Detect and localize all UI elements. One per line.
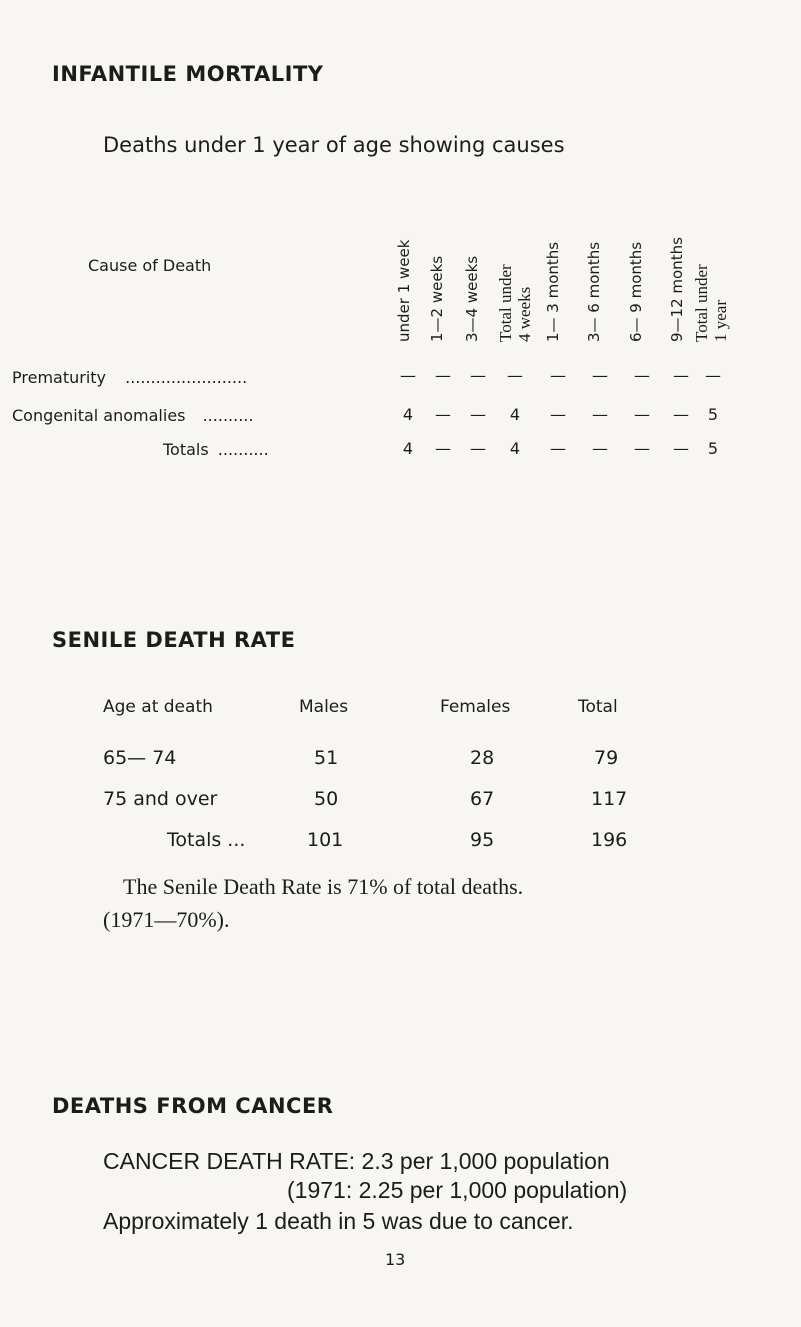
cell: —	[634, 405, 650, 424]
row-label: Totals	[163, 440, 209, 459]
cell: —	[435, 366, 451, 385]
cell: —	[673, 366, 689, 385]
header-males: Males	[299, 697, 349, 717]
cell: 5	[707, 405, 719, 424]
senile-row-total: 117	[591, 788, 628, 810]
row-label: Congenital anomalies	[12, 406, 186, 425]
col-1-3-months: 1— 3 months	[544, 241, 562, 342]
senile-title: SENILE DEATH RATE	[52, 628, 296, 652]
senile-row-total: 79	[594, 747, 619, 769]
page-number: 13	[385, 1250, 406, 1269]
col-3-6-months: 3— 6 months	[585, 241, 603, 342]
infantile-title: INFANTILE MORTALITY	[52, 62, 324, 86]
cell: —	[673, 439, 689, 458]
cell: —	[435, 439, 451, 458]
cell: —	[507, 366, 523, 385]
senile-row-total: 196	[591, 829, 628, 851]
cell: —	[592, 366, 608, 385]
cell: —	[470, 439, 486, 458]
cell: —	[550, 439, 566, 458]
senile-row-age: Totals ...	[167, 829, 246, 851]
infantile-subtitle: Deaths under 1 year of age showing causes	[103, 133, 565, 157]
header-total: Total	[578, 697, 618, 717]
cancer-proportion-line: Approximately 1 death in 5 was due to cancer.	[103, 1208, 574, 1234]
col-under-1-week: under 1 week	[395, 239, 413, 342]
cell: —	[592, 439, 608, 458]
cell: —	[634, 366, 650, 385]
row-leader: ..........	[202, 406, 254, 425]
col-9-12-months: 9—12 months	[668, 237, 686, 342]
senile-note-line2: (1971—70%).	[103, 907, 230, 932]
cell: —	[592, 405, 608, 424]
row-label: Prematurity	[12, 368, 107, 387]
cell: —	[470, 366, 486, 385]
cell: 4	[509, 405, 521, 424]
cause-of-death-header: Cause of Death	[88, 256, 212, 275]
col-total-under-4-weeks: Total under 4 weeks	[496, 264, 534, 342]
header-females: Females	[440, 697, 511, 717]
senile-row-females: 28	[470, 747, 495, 769]
senile-row-age: 65— 74	[103, 747, 177, 769]
senile-row-males: 50	[314, 788, 339, 810]
senile-row-females: 67	[470, 788, 495, 810]
cell: —	[634, 439, 650, 458]
cell: 4	[402, 439, 414, 458]
senile-row-females: 95	[470, 829, 495, 851]
cell: 4	[509, 439, 521, 458]
senile-row-males: 51	[314, 747, 339, 769]
cell: 5	[707, 439, 719, 458]
cell: —	[673, 405, 689, 424]
cell: —	[705, 366, 721, 385]
col-3-4-weeks: 3—4 weeks	[463, 255, 481, 342]
table-row-congenital	[12, 406, 253, 425]
cancer-rate-1971-line: (1971: 2.25 per 1,000 population)	[287, 1177, 628, 1203]
cell: —	[550, 366, 566, 385]
cancer-rate-line: CANCER DEATH RATE: 2.3 per 1,000 population	[103, 1148, 610, 1174]
senile-row-age: 75 and over	[103, 788, 218, 810]
row-leader: ..........	[217, 440, 269, 459]
cell: —	[550, 405, 566, 424]
col-total-under-1-year: Total under 1 year	[692, 264, 730, 342]
row-leader: ........................	[125, 368, 248, 387]
senile-row-males: 101	[307, 829, 344, 851]
table-row-prematurity	[12, 368, 247, 387]
col-6-9-months: 6— 9 months	[627, 241, 645, 342]
senile-note-line1: The Senile Death Rate is 71% of total deaths.	[123, 874, 524, 899]
cell: —	[400, 366, 416, 385]
table-row-totals	[163, 440, 269, 459]
cell: —	[435, 405, 451, 424]
col-1-2-weeks: 1—2 weeks	[428, 255, 446, 342]
cancer-title: DEATHS FROM CANCER	[52, 1094, 334, 1118]
header-age: Age at death	[103, 697, 213, 717]
cell: 4	[402, 405, 414, 424]
cell: —	[470, 405, 486, 424]
